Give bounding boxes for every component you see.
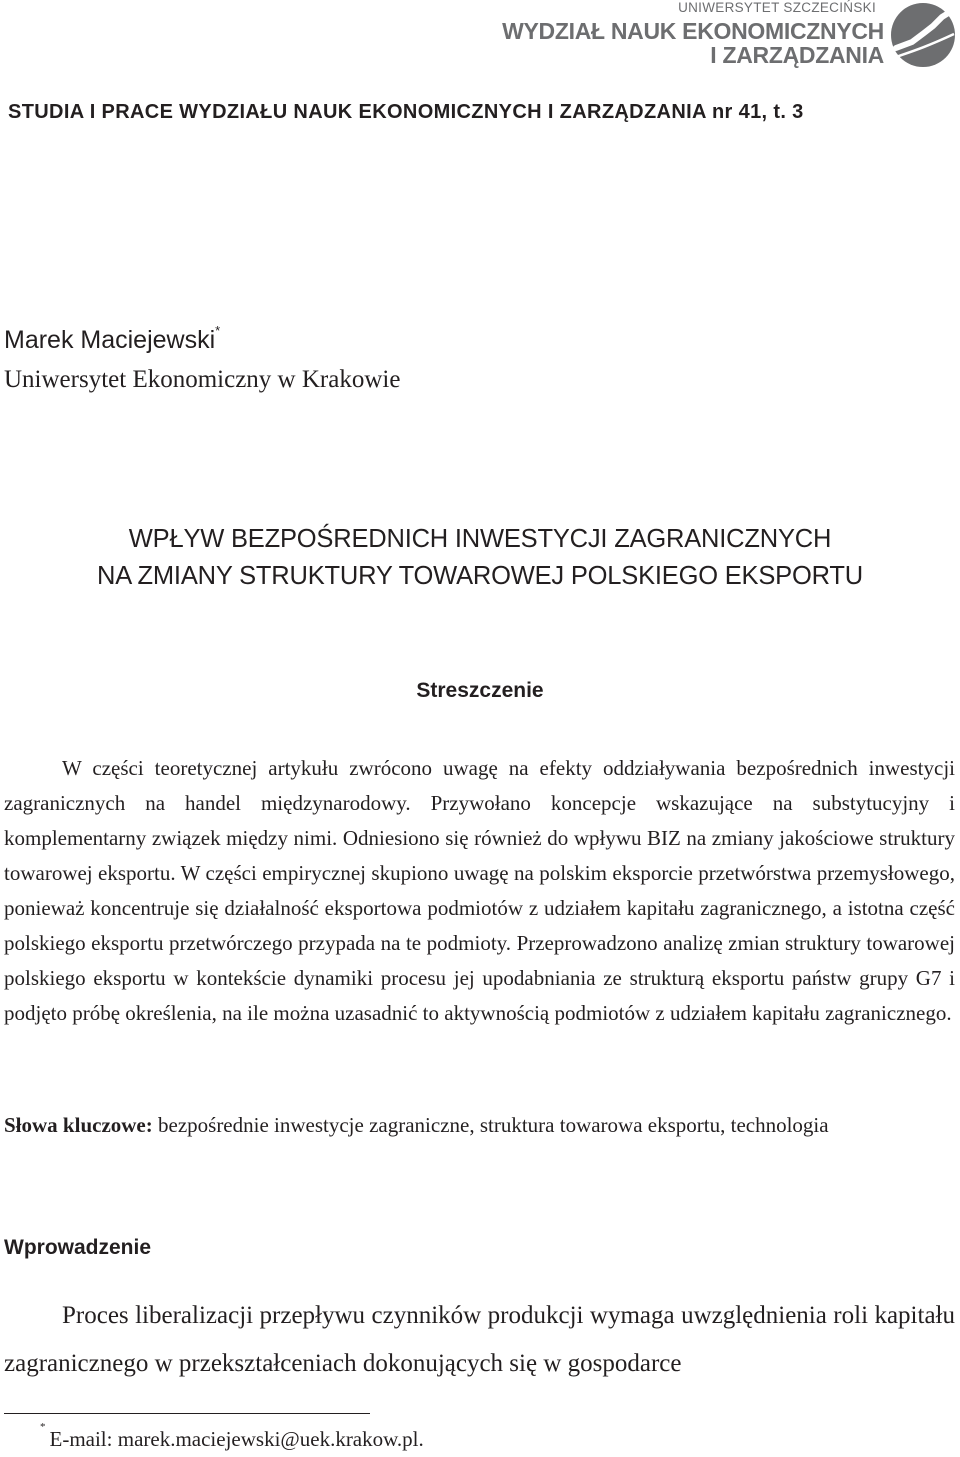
faculty-name-line2: I ZARZĄDZANIA bbox=[710, 42, 884, 68]
introduction-text: Proces liberalizacji przepływu czynników produkcji wymaga uwzględnienia roli kapitału zagranicznego w przekształceniach dokonujących się w gospodarce bbox=[4, 1302, 955, 1377]
university-name: UNIWERSYTET SZCZECIŃSKI bbox=[678, 0, 876, 15]
author-name-text: Marek Maciejewski bbox=[4, 326, 216, 354]
author-footnote-mark: * bbox=[215, 322, 221, 338]
faculty-logo bbox=[502, 0, 958, 72]
footnote bbox=[40, 1421, 424, 1452]
abstract-heading: Streszczenie bbox=[416, 679, 544, 702]
journal-title: STUDIA I PRACE WYDZIAŁU NAUK EKONOMICZNYCH I ZARZĄDZANIA nr 41, t. 3 bbox=[8, 101, 804, 123]
keywords-text: bezpośrednie inwestycje zagraniczne, struktura towarowa eksportu, technologia bbox=[158, 1113, 829, 1137]
keywords-label: Słowa kluczowe: bbox=[4, 1113, 153, 1137]
abstract-text: W części teoretycznej artykułu zwrócono uwagę na efekty oddziaływania bezpośrednich inwestycji zagranicznych na handel międzynarodowy. Przywołano koncepcje wskazujące na substytucyjny i komplementarny związek między nimi. Odniesiono się również do wpływu BIZ na zmiany jakościowe struktury towarowej eksportu. W części empirycznej skupiono uwagę na polskim eksporcie przetwórstwa przemysłowego, ponieważ koncentruje się działalność eksportowa podmiotów z udziałem kapitału zagranicznego, a istotna część polskiego eksportu przetwórczego przypada na te podmioty. Przeprowadzono analizę zmian struktury towarowej polskiego eksportu w kontekście dynamiki procesu jej upodabniania ze strukturą eksportu państw grupy G7 i podjęto próbę określenia, na ile można uzasadnić to aktywnością podmiotów z udziałem kapitału zagranicznego. bbox=[4, 756, 955, 1025]
keywords bbox=[4, 1108, 955, 1143]
footnote-mark: * bbox=[40, 1421, 46, 1433]
introduction-heading: Wprowadzenie bbox=[4, 1236, 152, 1259]
author-affiliation: Uniwersytet Ekonomiczny w Krakowie bbox=[4, 366, 401, 393]
faculty-emblem-icon bbox=[890, 2, 956, 68]
article-title-line2: NA ZMIANY STRUKTURY TOWAROWEJ POLSKIEGO EKSPORTU bbox=[97, 562, 863, 590]
author-name bbox=[4, 322, 221, 355]
footnote-text: E-mail: marek.maciejewski@uek.krakow.pl. bbox=[49, 1427, 424, 1451]
footnote-divider bbox=[4, 1413, 370, 1414]
article-title bbox=[0, 521, 960, 595]
article-title-line1: WPŁYW BEZPOŚREDNICH INWESTYCJI ZAGRANICZNYCH bbox=[128, 525, 832, 553]
faculty-name-line1: WYDZIAŁ NAUK EKONOMICZNYCH bbox=[502, 18, 884, 44]
